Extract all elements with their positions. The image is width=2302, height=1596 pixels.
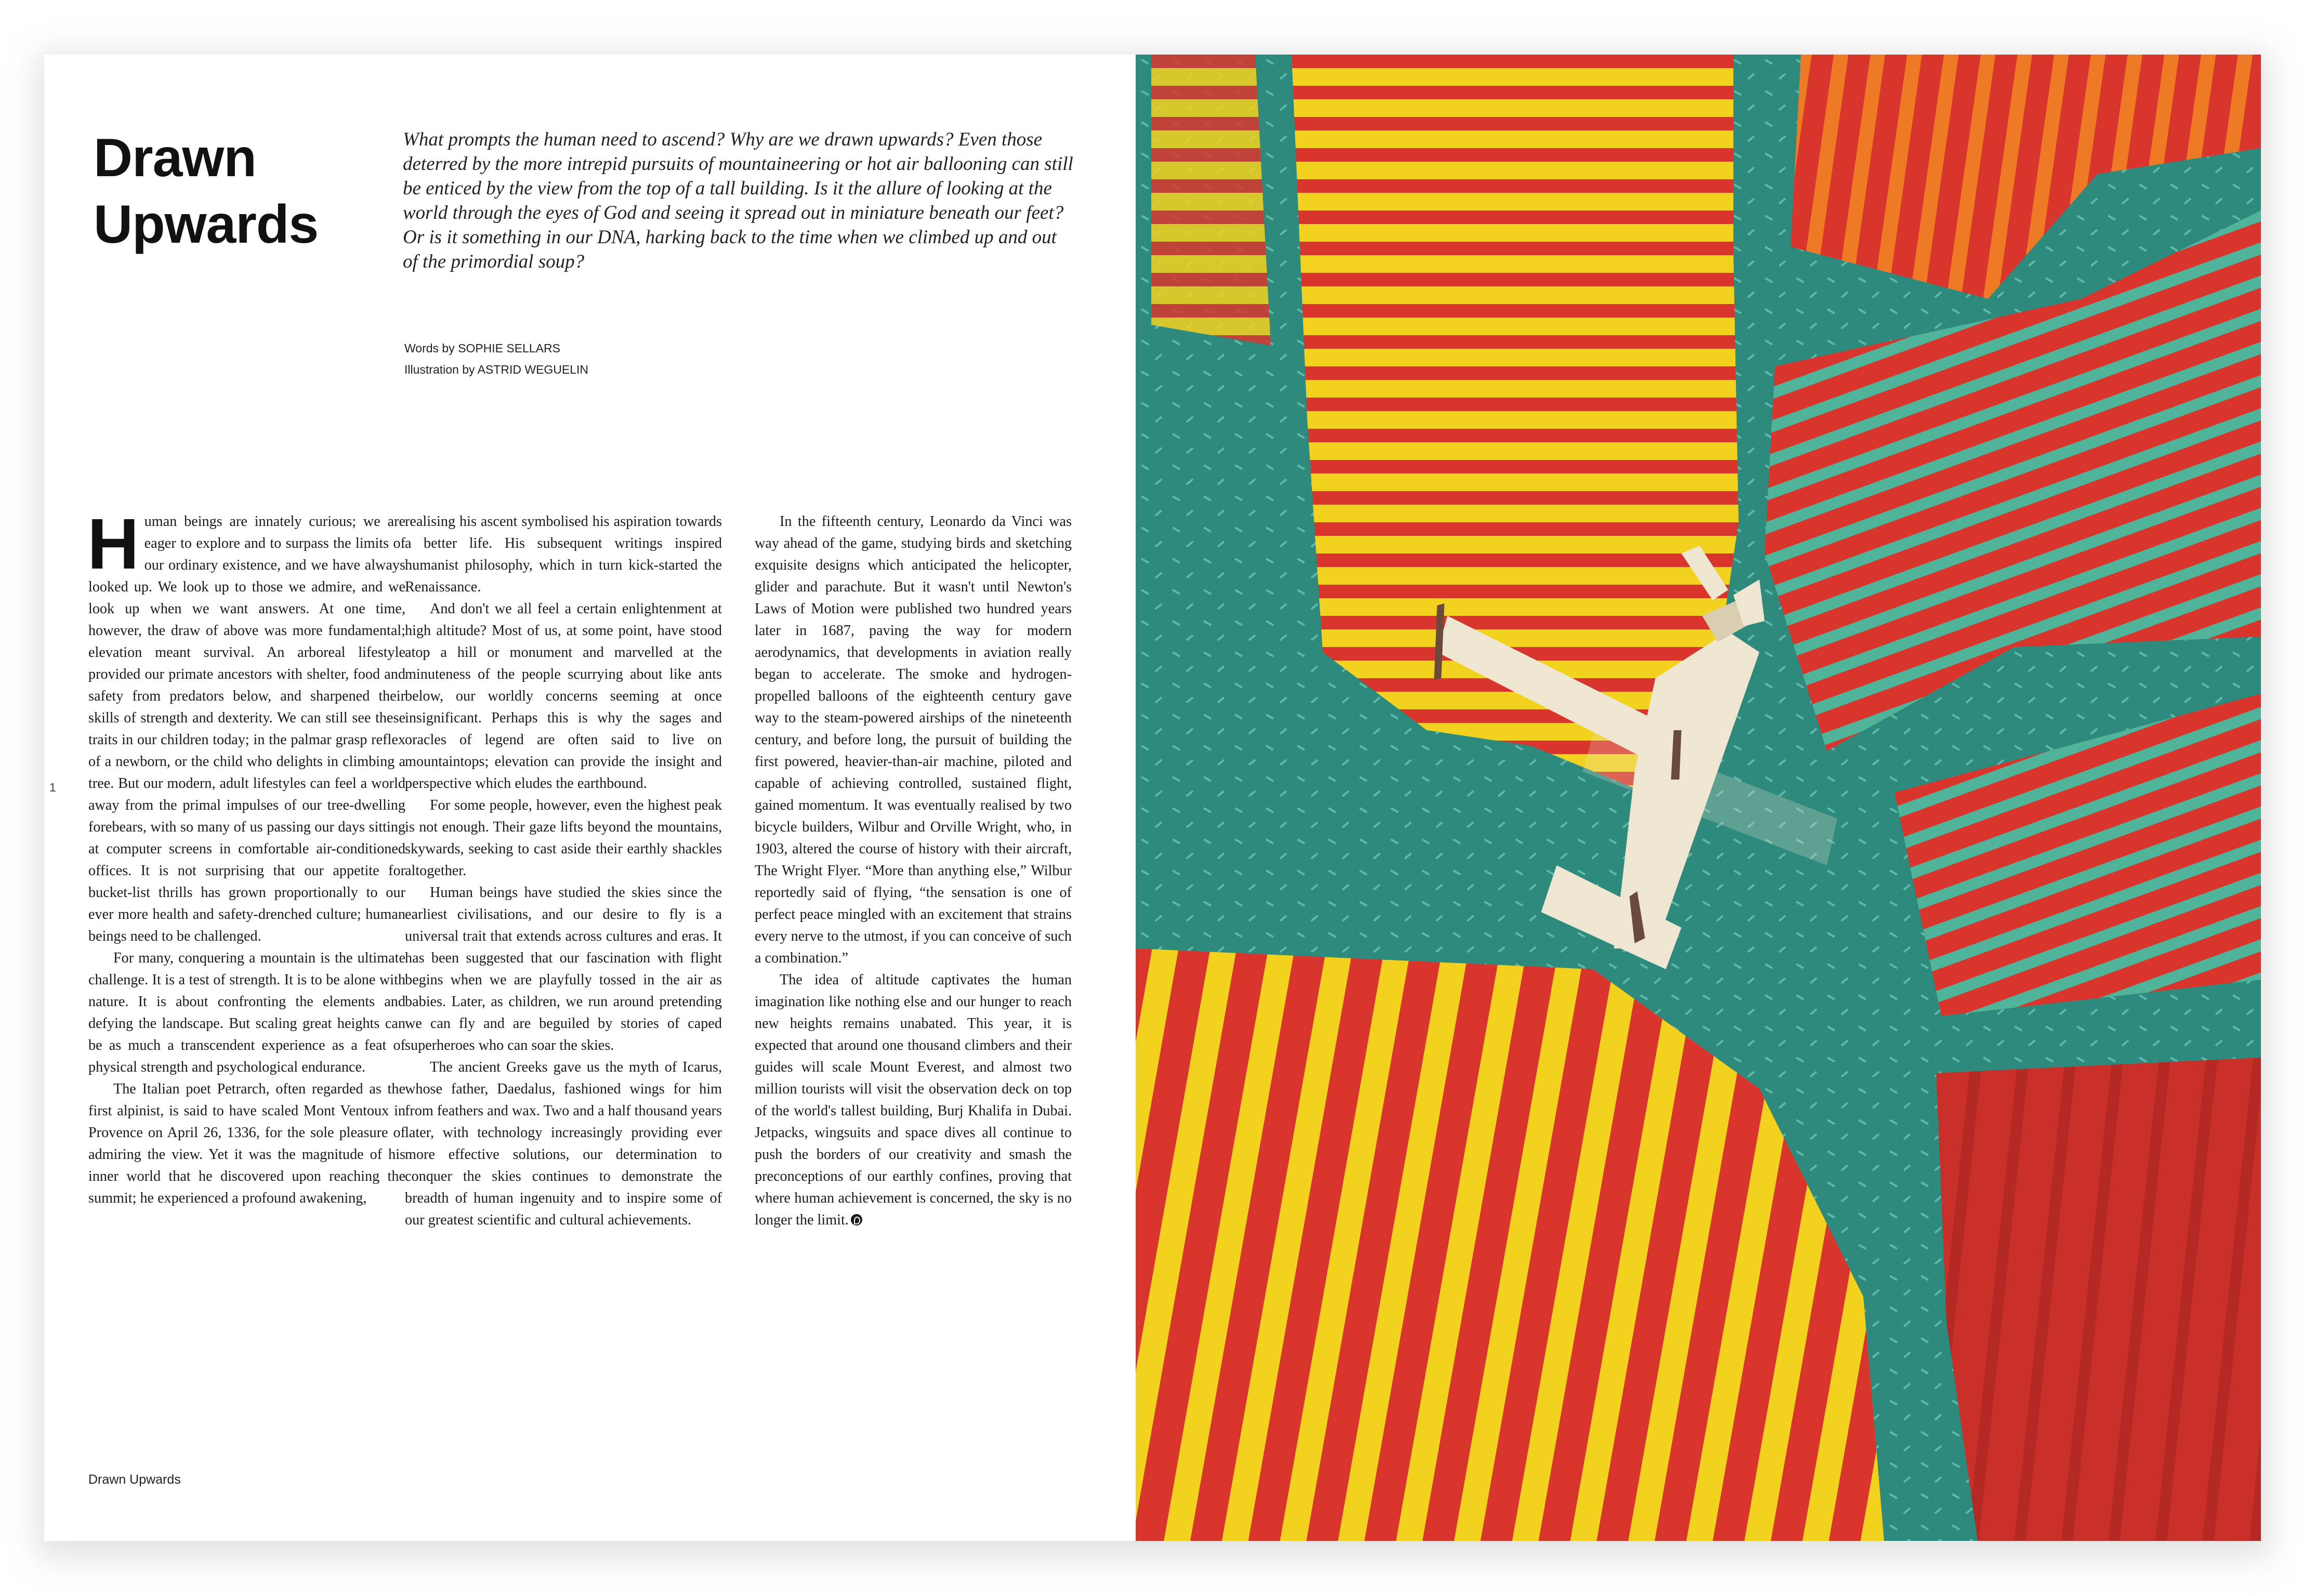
body-paragraph: The Italian poet Petrarch, often regarded as the first alpinist, is said to have scaled Mont Ventoux in Provence on April 26, 1336, for the sole pleasure of admiring the view. Yet it was the magnitude of his inner world that he discovered upon reaching the summit; he experienced a profound awakening, [88, 1081, 405, 1206]
page-number: 1 [49, 781, 56, 794]
article-standfirst: What prompts the human need to ascend? Why are we drawn upwards? Even those deterred by the more intrepid pursuits of mountaineering or hot air ballooning can still be enticed by the view from the top of a tall building. Is it the allure of looking at the world through the eyes of God and seeing it spread out in miniature beneath our feet? Or is it something in our DNA, harking back to the time when we climbed up and out of the primordial soup? [403, 129, 1073, 272]
body-paragraph: And don't we all feel a certain enlightenment at high altitude? Most of us, at some point, have stood atop a hill or monument and marvelled at the minuteness of the people scurrying about like ants below, our worldly concerns seeming at once insignificant. Perhaps this is why the sages and oracles of legend are often said to live on mountaintops; elevation can provide the insight and perspective which eludes the earthbound. [405, 601, 722, 792]
article-credits [404, 338, 872, 380]
paragraph-text: The idea of altitude captivates the human imagination like nothing else and our hunger to reach new heights remains unabated. This year, it is expected that around one thousand climbers and their guides will scale Mount Everest, and almost two million tourists will visit the observation deck on top of the world's tallest building, Burj Khalifa in Dubai. Jetpacks, wingsuits and space dives all continue to push the borders of our creativity and smash the preconceptions of our earthly confines, proving that where human achievement is concerned, the sky is no longer the limit. [755, 972, 1072, 1228]
end-mark-icon [851, 1214, 862, 1225]
red-field [1936, 1058, 2261, 1541]
magazine-spread [44, 55, 2261, 1541]
body-column-2 [405, 511, 722, 1231]
running-footer: Drawn Upwards [88, 1472, 181, 1487]
body-paragraph: For some people, however, even the highest peak is not enough. Their gaze lifts beyond the mountains, skywards, seeking to cast aside their earthly shackles altogether. [405, 797, 722, 879]
title-line-1: Drawn [94, 128, 256, 188]
body-paragraph: In the fifteenth century, Leonardo da Vinci was way ahead of the game, studying birds and sketching exquisite designs which anticipated the helicopter, glider and parachute. But it wasn't until Newton's Laws of Motion were published two hundred years later in 1687, paving the way for modern aerodynamics, that developments in aviation really began to accelerate. The smoke and hydrogen-propelled balloons of the eighteenth century gave way to the steam-powered airships of the nineteenth century, and before long, the pursuit of building the first powered, heavier-than-air machine, piloted and capable of achieving controlled, sustained flight, gained momentum. It was eventually realised by two bicycle builders, Wilbur and Orville Wright, who, in 1903, altered the course of history with their aircraft, The Wright Flyer. “More than anything else,” Wilbur reportedly said of flying, “the sensation is one of perfect peace mingled with an excitement that strains every nerve to the utmost, if you can conceive of such a combination.” [755, 513, 1072, 966]
title-line-2: Upwards [94, 194, 319, 255]
small-yellow-field [1151, 55, 1271, 346]
left-page [44, 55, 1136, 1541]
body-paragraph [755, 969, 1072, 1231]
illustration-credit: Illustration by ASTRID WEGUELIN [404, 363, 589, 376]
body-paragraph: Human beings have studied the skies since the earliest civilisations, and our desire to fly is a universal trait that extends across cultures and eras. It has been suggested that our fascination with flight begins when we are playfully tossed in the air as babies. Later, as children, we run around pretending we can fly and are beguiled by stories of caped superheroes who can soar the skies. [405, 885, 722, 1053]
body-paragraph: The ancient Greeks gave us the myth of Icarus, whose father, Daedalus, fashioned wings for him from feathers and wax. Two and a half thousand years later, with technology increasingly providing ever more effective solutions, our determination to conquer the skies continues to demonstrate the breadth of human ingenuity and to inspire some of our greatest scientific and cultural achievements. [405, 1059, 722, 1228]
body-column-1 [87, 504, 405, 1209]
drop-cap: H [87, 504, 139, 584]
aerial-fields-illustration [1136, 55, 2261, 1541]
body-paragraph [87, 504, 405, 947]
paragraph-text: uman beings are innately curious; we are eager to explore and to surpass the limits of our ordinary existence, and we have always looked up. We look up to those we admire, and we look up when we want answers. At one time, however, the draw of above was more fundamental; elevation meant survival. An arboreal lifestyle provided our primate ancestors with shelter, food and safety from predators below, and sharpened their skills of strength and dexterity. We can still see these traits in our children today; in the palmar grasp reflex of a newborn, or the child who delights in climbing a tree. But our modern, adult lifestyles can feel a world away from the primal impulses of our tree-dwelling forebears, with so many of us passing our days sitting at computer screens in comfortable air-conditioned offices. It is not surprising that our appetite for bucket-list thrills has grown proportionally to our ever more health and safety-drenched culture; human beings need to be challenged. [88, 513, 405, 944]
words-credit: Words by SOPHIE SELLARS [404, 341, 560, 355]
illustration-page [1136, 55, 2261, 1541]
article-title [94, 125, 385, 258]
body-paragraph: For many, conquering a mountain is the ultimate challenge. It is a test of strength. It is to be alone with nature. It is about confronting the elements and defying the landscape. But scaling great heights can be as much a transcendent experience as a feat of physical strength and psychological endurance. [88, 950, 405, 1075]
body-paragraph: realising his ascent symbolised his aspiration towards a better life. His subsequent writings inspired humanist philosophy, which in turn kick-started the Renaissance. [405, 513, 722, 595]
body-column-3 [755, 511, 1072, 1231]
